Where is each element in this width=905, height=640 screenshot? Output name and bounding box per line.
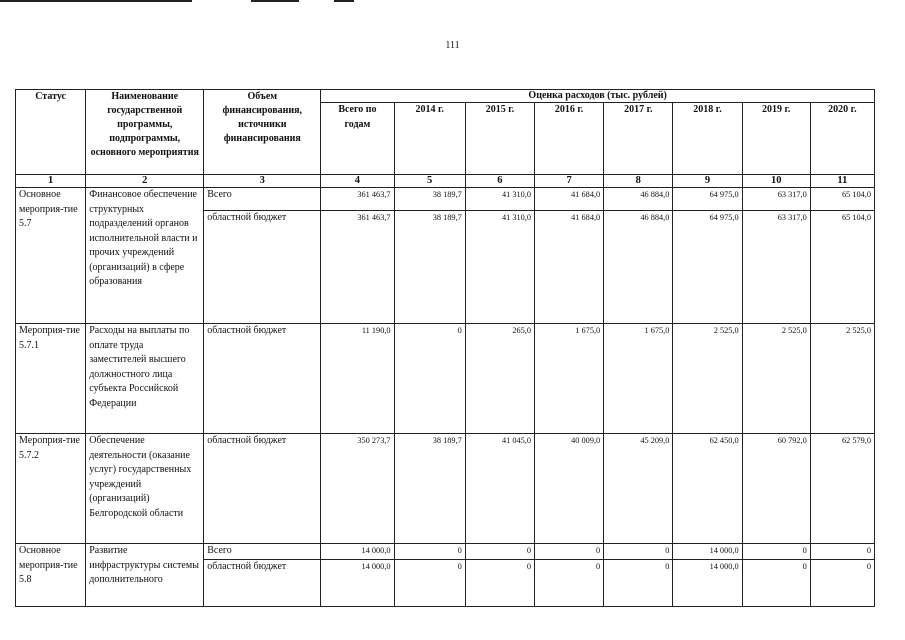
row-value: 14 000,0 [321, 559, 394, 606]
row-name: Финансовое обеспечение структурных подразделений органов исполнительной власти и прочих учреждений (организаций) в сфере образования [86, 188, 204, 324]
row-source: областной бюджет [204, 211, 321, 324]
scan-top-border [0, 0, 192, 2]
row-value: 45 209,0 [604, 434, 673, 544]
row-value: 63 317,0 [742, 211, 810, 324]
row-value: 2 525,0 [810, 324, 874, 434]
header-volume: Объем финансирования, источники финансирования [204, 90, 321, 175]
row-value: 0 [535, 559, 604, 606]
scan-top-border [251, 0, 299, 2]
column-number: 6 [465, 175, 534, 188]
row-source: Всего [204, 544, 321, 560]
row-source: областной бюджет [204, 324, 321, 434]
row-value: 64 975,0 [673, 188, 742, 211]
header-year: 2018 г. [673, 103, 742, 175]
row-value: 41 684,0 [535, 188, 604, 211]
column-number: 5 [394, 175, 465, 188]
row-value: 14 000,0 [321, 544, 394, 560]
row-value: 0 [394, 559, 465, 606]
column-number: 10 [742, 175, 810, 188]
row-status: Основное мероприя-тие 5.7 [16, 188, 86, 324]
row-value: 14 000,0 [673, 544, 742, 560]
column-number: 2 [86, 175, 204, 188]
row-value: 361 463,7 [321, 188, 394, 211]
row-status: Мероприя-тие 5.7.2 [16, 434, 86, 544]
column-number: 8 [604, 175, 673, 188]
row-value: 40 009,0 [535, 434, 604, 544]
row-value: 350 273,7 [321, 434, 394, 544]
header-year: 2017 г. [604, 103, 673, 175]
header-status: Статус [16, 90, 86, 175]
row-value: 0 [742, 559, 810, 606]
row-value: 65 104,0 [810, 188, 874, 211]
row-name: Развитие инфраструктуры системы дополнительного [86, 544, 204, 607]
row-value: 46 884,0 [604, 211, 673, 324]
table-row [16, 544, 875, 560]
row-value: 265,0 [465, 324, 534, 434]
row-value: 0 [465, 559, 534, 606]
row-value: 0 [604, 544, 673, 560]
row-value: 0 [394, 544, 465, 560]
column-number: 1 [16, 175, 86, 188]
row-value: 60 792,0 [742, 434, 810, 544]
row-value: 62 450,0 [673, 434, 742, 544]
header-year: 2015 г. [465, 103, 534, 175]
row-value: 0 [394, 324, 465, 434]
table-row [16, 324, 875, 434]
row-value: 38 189,7 [394, 211, 465, 324]
header-year: 2020 г. [810, 103, 874, 175]
scan-top-border [334, 0, 354, 2]
column-number-row [16, 175, 875, 188]
row-value: 0 [604, 559, 673, 606]
row-value: 41 310,0 [465, 211, 534, 324]
header-year: 2016 г. [535, 103, 604, 175]
row-status: Основное мероприя-тие 5.8 [16, 544, 86, 607]
row-source: Всего [204, 188, 321, 211]
row-status: Мероприя-тие 5.7.1 [16, 324, 86, 434]
row-value: 14 000,0 [673, 559, 742, 606]
row-value: 62 579,0 [810, 434, 874, 544]
column-number: 3 [204, 175, 321, 188]
header-estimate: Оценка расходов (тыс. рублей) [321, 90, 875, 103]
expenditure-table [15, 89, 875, 607]
header-year: 2014 г. [394, 103, 465, 175]
row-value: 0 [465, 544, 534, 560]
row-value: 46 884,0 [604, 188, 673, 211]
row-source: областной бюджет [204, 434, 321, 544]
row-value: 63 317,0 [742, 188, 810, 211]
row-value: 2 525,0 [673, 324, 742, 434]
header-total: Всего по годам [321, 103, 394, 175]
row-value: 41 310,0 [465, 188, 534, 211]
row-value: 0 [535, 544, 604, 560]
column-number: 9 [673, 175, 742, 188]
row-value: 38 189,7 [394, 434, 465, 544]
row-value: 361 463,7 [321, 211, 394, 324]
row-name: Обеспечение деятельности (оказание услуг) государственных учреждений (организаций) Белгородской области [86, 434, 204, 544]
row-value: 65 104,0 [810, 211, 874, 324]
row-value: 2 525,0 [742, 324, 810, 434]
row-value: 1 675,0 [604, 324, 673, 434]
row-value: 0 [810, 559, 874, 606]
row-name: Расходы на выплаты по оплате труда заместителей высшего должностного лица субъекта Российской Федерации [86, 324, 204, 434]
row-value: 41 684,0 [535, 211, 604, 324]
column-number: 11 [810, 175, 874, 188]
row-value: 0 [742, 544, 810, 560]
row-value: 41 045,0 [465, 434, 534, 544]
header-name: Наименование государственной программы, подпрограммы, основного мероприятия [86, 90, 204, 175]
row-value: 38 189,7 [394, 188, 465, 211]
column-number: 7 [535, 175, 604, 188]
table-row [16, 188, 875, 211]
page-number: 111 [445, 40, 460, 51]
row-value: 11 190,0 [321, 324, 394, 434]
row-value: 1 675,0 [535, 324, 604, 434]
column-number: 4 [321, 175, 394, 188]
row-source: областной бюджет [204, 559, 321, 606]
header-year: 2019 г. [742, 103, 810, 175]
table-row [16, 434, 875, 544]
row-value: 64 975,0 [673, 211, 742, 324]
row-value: 0 [810, 544, 874, 560]
